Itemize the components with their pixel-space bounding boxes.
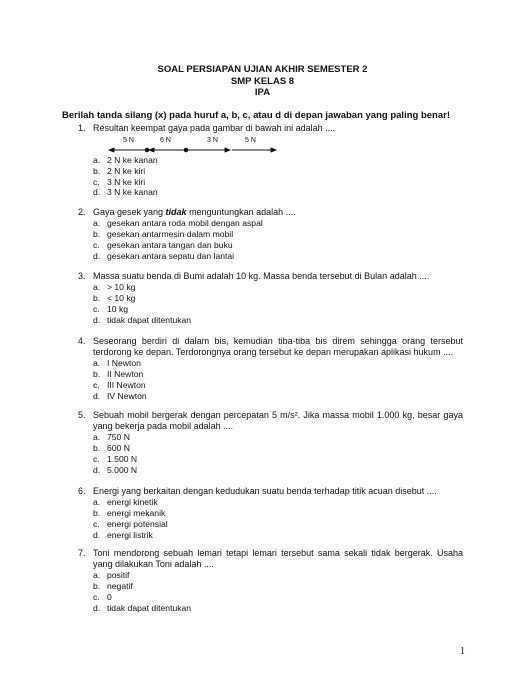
option-a[interactable]: a. > 10 kg xyxy=(93,282,136,293)
question-7 xyxy=(78,548,463,614)
question-text: Sebuah mobil bergerak dengan percepatan 5 m/s². Jika massa mobil 1.000 kg, besar gaya yang bekerja pada mobil adalah .... xyxy=(93,410,463,432)
option-b[interactable]: b. energi mekanik xyxy=(93,508,166,518)
option-d[interactable]: d. gesekan antara sepatu dan lantai xyxy=(93,250,235,261)
option-a[interactable]: a. I Newton xyxy=(93,358,141,369)
force-label: 5 N xyxy=(245,137,256,144)
option-b[interactable]: b. gesekan antarmesin dalam mobil xyxy=(93,229,234,239)
question-text: Resultan keempat gaya pada gambar di bawah ini adalah .... xyxy=(93,123,336,133)
option-c[interactable]: c. 1.500 N xyxy=(93,454,138,464)
question-text: Toni mendorong sebuah lemari tetapi lemari tersebut sama sekali tidak bergerak. Usaha yang dilakukan Toni adalah .... xyxy=(93,548,463,570)
force-label: 6 N xyxy=(160,137,171,144)
question-5 xyxy=(78,410,463,476)
option-c[interactable]: c. energi potensial xyxy=(93,518,168,529)
option-d[interactable]: d. tidak dapat ditentukan xyxy=(93,314,192,325)
option-c[interactable]: c. 10 kg xyxy=(93,303,129,314)
question-number: 7. xyxy=(78,548,86,558)
option-a[interactable]: a. 750 N xyxy=(93,432,130,443)
option-d[interactable]: d. IV Newton xyxy=(93,390,147,401)
question-number: 1. xyxy=(78,123,86,133)
option-b[interactable]: b. < 10 kg xyxy=(93,293,136,303)
exam-header xyxy=(0,64,525,99)
option-a[interactable]: a. gesekan antara roda mobil dengan aspal xyxy=(93,218,263,229)
question-text: Energi yang berkaitan dengan kedudukan suatu benda terhadap titik acuan disebut .... xyxy=(93,486,437,496)
option-c[interactable]: c. III Newton xyxy=(93,380,146,390)
header-subject: IPA xyxy=(254,87,271,98)
option-c[interactable]: c. 0 xyxy=(93,592,112,602)
question-text: Seseorang berdiri di dalam bis, kemudian tiba-tiba bis direm sehingga orang tersebut terdorong ke depan. Terdorongnya orang tersebut ke depan merupakan aplikasi hukum .... xyxy=(93,336,463,358)
option-d[interactable]: d. tidak dapat ditentukan xyxy=(93,602,192,613)
option-c[interactable]: c. 3 N ke kiri xyxy=(93,176,146,187)
question-1-options xyxy=(78,155,463,198)
question-2 xyxy=(78,207,463,261)
option-b[interactable]: b. 600 N xyxy=(93,443,130,454)
option-a[interactable]: a. positif xyxy=(93,570,130,581)
force-label: 5 N xyxy=(123,137,134,144)
option-d[interactable]: d. energi listrik xyxy=(93,529,153,540)
option-a[interactable]: a. energi kinetik xyxy=(93,497,158,508)
option-b[interactable]: b. II Newton xyxy=(93,369,144,380)
page-number: 1 xyxy=(460,646,465,657)
option-c[interactable]: c. gesekan antara tangan dan buku xyxy=(93,239,233,250)
question-4 xyxy=(78,336,463,402)
question-number: 3. xyxy=(78,271,86,281)
instruction: Berilah tanda silang (x) pada huruf a, b, c, atau d di depan jawaban yang paling benar! xyxy=(62,110,450,121)
question-number: 2. xyxy=(78,207,86,217)
option-a[interactable]: a. 2 N ke kanan xyxy=(93,155,158,165)
question-text: Massa suatu benda di Bumi adalah 10 kg. Massa benda tersebut di Bulan adalah .... xyxy=(93,271,430,281)
question-3 xyxy=(78,271,463,325)
question-1 xyxy=(78,123,463,134)
question-number: 4. xyxy=(78,336,86,346)
question-number: 6. xyxy=(78,486,86,496)
option-b[interactable]: b. 2 N ke kiri xyxy=(93,165,146,176)
option-d[interactable]: d. 3 N ke kanan xyxy=(93,187,158,198)
force-label: 3 N xyxy=(207,137,218,144)
emphasis-word: tidak xyxy=(165,207,187,217)
option-b[interactable]: b. negatif xyxy=(93,581,133,592)
question-6 xyxy=(78,486,463,540)
question-text: Gaya gesek yang tidak menguntungkan adalah .... xyxy=(93,207,296,217)
header-class: SMP KELAS 8 xyxy=(230,75,295,87)
header-title: SOAL PERSIAPAN UJIAN AKHIR SEMESTER 2 xyxy=(157,64,368,75)
option-d[interactable]: d. 5.000 N xyxy=(93,464,138,475)
question-number: 5. xyxy=(78,410,86,420)
